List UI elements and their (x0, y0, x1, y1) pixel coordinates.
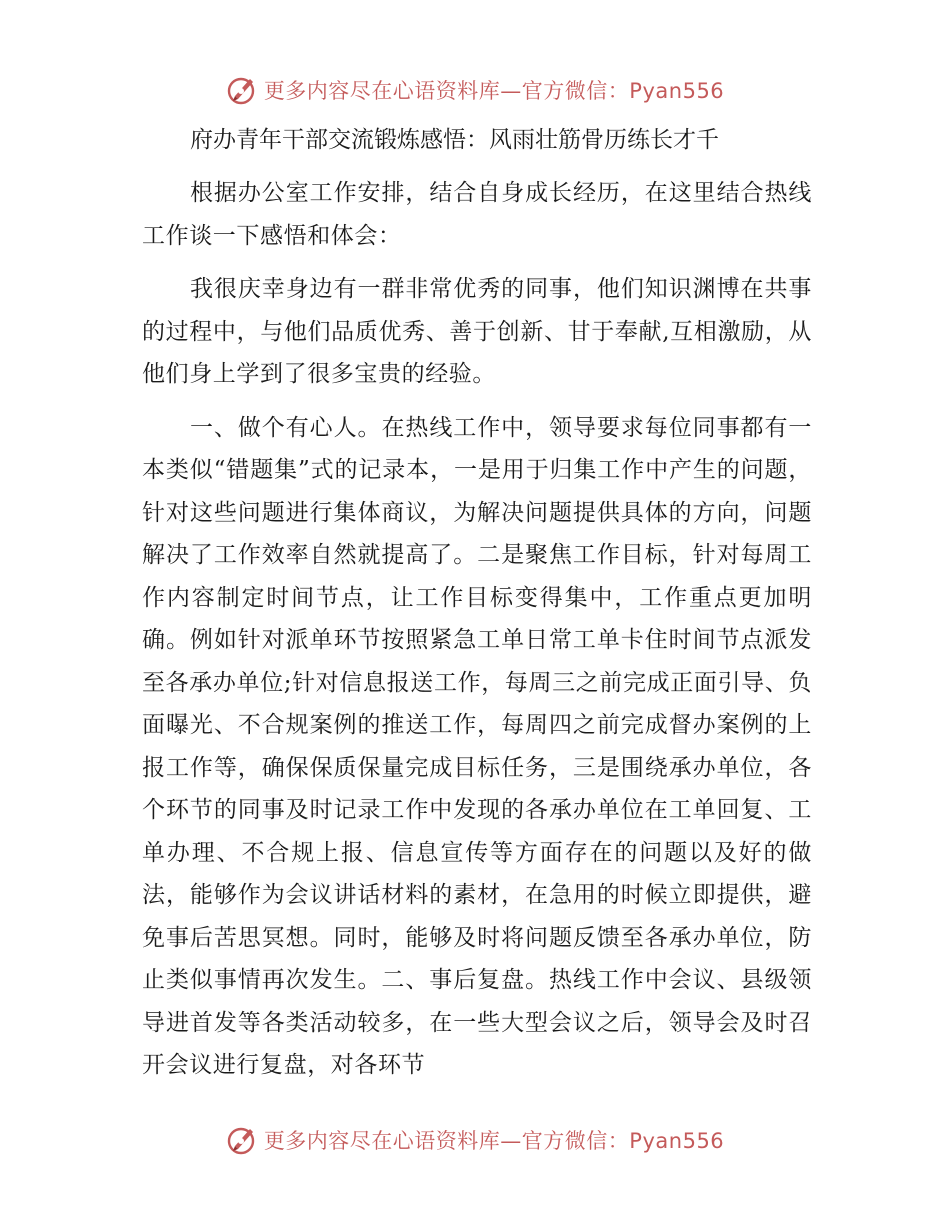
watermark-text: 更多内容尽在心语资料库—官方微信：Pyan556 (263, 79, 725, 103)
document-title: 府办青年干部交流锻炼感悟：风雨壮筋骨历练长才千 (190, 127, 719, 153)
watermark-footer (0, 1120, 950, 1160)
paragraph-colleagues: 我很庆幸身边有一群非常优秀的同事，他们知识渊博在共事的过程中，与他们品质优秀、善于创新、甘于奉献,互相激励，从他们身上学到了很多宝贵的经验。 (142, 276, 812, 387)
document-body (142, 121, 812, 1098)
pen-seal-icon (226, 74, 258, 106)
watermark-header (0, 70, 950, 110)
paragraph-intro: 根据办公室工作安排，结合自身成长经历，在这里结合热线工作谈一下感悟和体会： (142, 180, 812, 249)
pen-seal-icon (226, 1124, 258, 1156)
watermark-text: 更多内容尽在心语资料库—官方微信：Pyan556 (263, 1129, 725, 1153)
paragraph-main: 一、做个有心人。在热线工作中，领导要求每位同事都有一本类似“错题集”式的记录本，一是用于归集工作中产生的问题，针对这些问题进行集体商议，为解决问题提供具体的方向，问题解决了工作效率自然就提高了。二是聚焦工作目标，针对每周工作内容制定时间节点，让工作目标变得集中，工作重点更加明确。例如针对派单环节按照紧急工单日常工单卡住时间节点派发至各承办单位;针对信息报送工作，每周三之前完成正面引导、负面曝光、不合规案例的推送工作，每周四之前完成督办案例的上报工作等，确保保质保量完成目标任务，三是围绕承办单位，各个环节的同事及时记录工作中发现的各承办单位在工单回复、工单办理、不合规上报、信息宣传等方面存在的问题以及好的做法，能够作为会议讲话材料的素材，在急用的时候立即提供，避免事后苦思冥想。同时，能够及时将问题反馈至各承办单位，防止类似事情再次发生。二、事后复盘。热线工作中会议、县级领导进首发等各类活动较多，在一些大型会议之后，领导会及时召开会议进行复盘，对各环节 (142, 414, 812, 1078)
